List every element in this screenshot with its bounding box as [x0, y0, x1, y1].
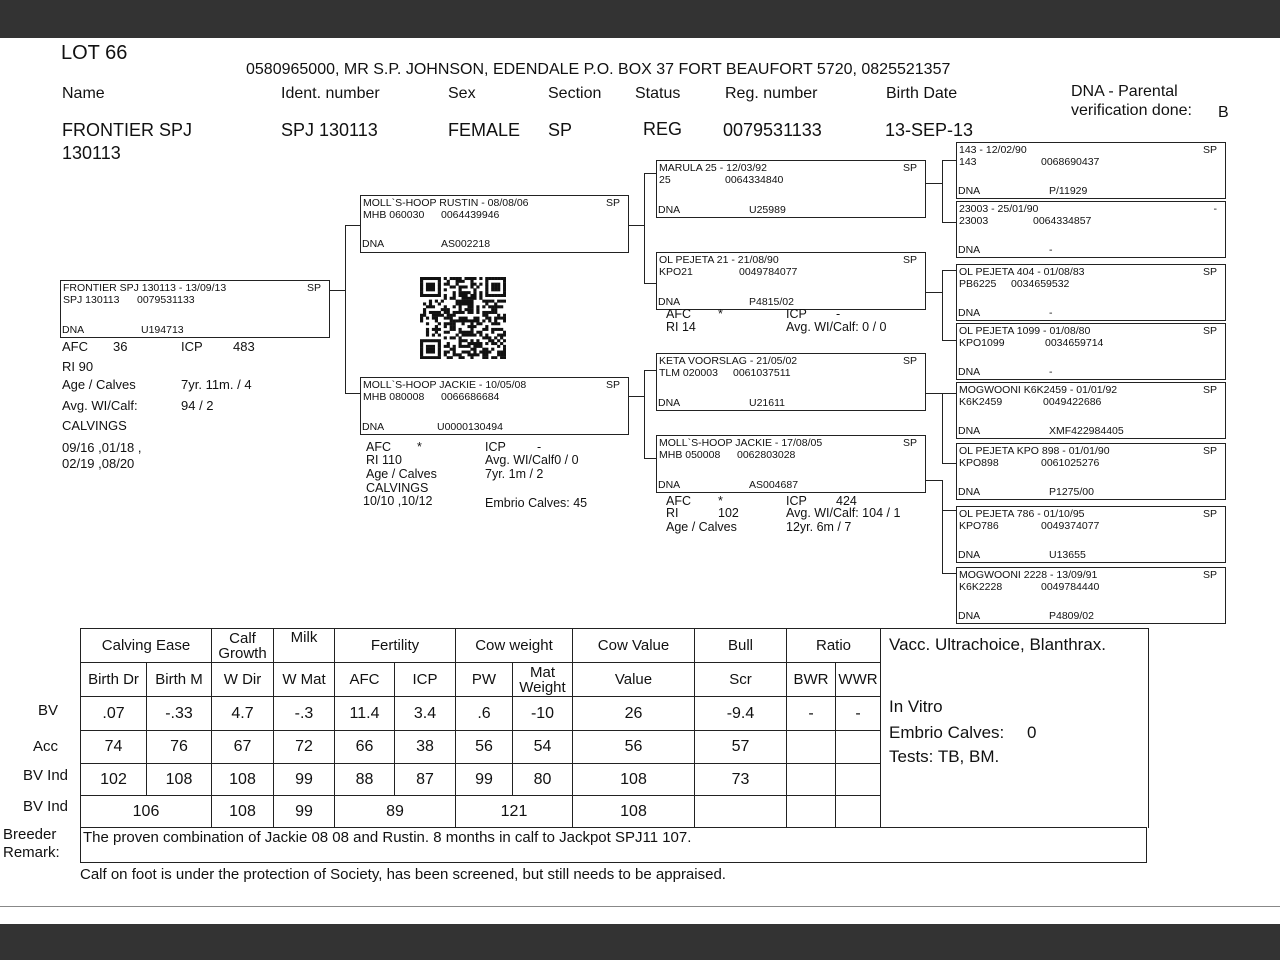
box-ident: KPO1099: [959, 337, 1005, 349]
sub-header: Mat Weight: [513, 663, 573, 697]
box-section: SP: [1202, 325, 1217, 337]
pedigree-line: [345, 225, 346, 393]
box-name: MOLL`S-HOOP JACKIE - 17/08/05: [659, 437, 823, 449]
gp4-ri-value: 102: [718, 506, 739, 520]
box-dna-value: U21611: [749, 397, 786, 409]
gp2-weight: Avg. WI/Calf: 0 / 0: [786, 320, 887, 334]
box-reg: 0061037511: [733, 367, 791, 379]
header-birth: Birth Date: [886, 85, 958, 102]
box-dna-label: DNA: [958, 307, 981, 319]
footer-note: Calf on foot is under the protection of Society, has been screened, but still needs to be appraised.: [80, 866, 726, 883]
bv-cell: .07: [81, 697, 147, 731]
box-reg: 0068690437: [1041, 156, 1100, 168]
box-ident: K6K2459: [959, 396, 1003, 408]
group-milk: Milk: [274, 629, 335, 663]
box-dna-label: DNA: [958, 185, 981, 197]
pedigree-box-self[interactable]: [60, 280, 330, 338]
pedigree-line: [942, 270, 956, 271]
box-dna-label: DNA: [958, 244, 981, 256]
bv-ind-cell: 73: [695, 764, 787, 796]
breeder-remark-label-2: Remark:: [3, 844, 60, 861]
pedigree-box-grandparent[interactable]: [656, 435, 926, 493]
pedigree-box-great-grandparent[interactable]: [956, 201, 1226, 258]
sub-header: W Dir: [212, 663, 274, 697]
pedigree-line: [942, 573, 956, 574]
gp4-afc-label: AFC: [666, 494, 691, 508]
box-reg: 0064439946: [441, 209, 500, 221]
box-reg: 0049422686: [1043, 396, 1102, 408]
bv-ind-cell: 108: [147, 764, 212, 796]
box-ident: KPO786: [959, 520, 999, 532]
box-name: OL PEJETA 404 - 01/08/83: [959, 266, 1085, 278]
pedigree-box-sire[interactable]: [360, 195, 629, 253]
bv-cell: .6: [456, 697, 513, 731]
sub-header: WWR: [836, 663, 881, 697]
pedigree-line: [942, 463, 956, 464]
acc-cell: 67: [212, 731, 274, 764]
gp4-weight: Avg. WI/Calf: 104 / 1: [786, 506, 901, 520]
self-calvings-line1: 09/16 ,01/18 ,: [62, 440, 142, 455]
box-reg: 0049784440: [1041, 581, 1100, 593]
gp2-afc-label: AFC: [666, 307, 691, 321]
bv-cell: -: [836, 697, 881, 731]
box-section: SP: [605, 379, 620, 391]
gp4-icp-label: ICP: [786, 494, 807, 508]
self-calvings-label: CALVINGS: [62, 418, 127, 433]
self-afc-label: AFC: [62, 339, 88, 354]
sub-header: BWR: [787, 663, 836, 697]
box-dna-value: P4815/02: [749, 296, 794, 308]
dna-verification-value: B: [1218, 104, 1229, 121]
box-ident: K6K2228: [959, 581, 1003, 593]
gp2-ri: RI 14: [666, 320, 696, 334]
dam-icp-value: -: [537, 440, 542, 454]
right-panel-bottom: [881, 722, 1149, 828]
sub-header: Scr: [695, 663, 787, 697]
gp4-ri-label: RI: [666, 506, 679, 520]
box-section: SP: [306, 282, 321, 294]
acc-cell: 56: [456, 731, 513, 764]
row-label-acc: Acc: [32, 738, 58, 755]
box-ident: 23003: [959, 215, 989, 227]
sub-header: Birth M: [147, 663, 212, 697]
box-ident: KPO21: [659, 266, 693, 278]
header-dna-2: verification done:: [1071, 102, 1192, 119]
box-reg: 0049374077: [1041, 520, 1100, 532]
box-dna-label: DNA: [958, 610, 981, 622]
box-name: MOLL`S-HOOP RUSTIN - 08/08/06: [363, 197, 529, 209]
box-name: KETA VOORSLAG - 21/05/02: [659, 355, 798, 367]
bv-cell: 3.4: [395, 697, 456, 731]
box-dna-label: DNA: [658, 479, 681, 491]
header-section: Section: [548, 85, 602, 102]
dam-age-label: Age / Calves: [366, 467, 437, 481]
embrio-calves-label: Embrio Calves:: [889, 722, 1005, 742]
header-name: Name: [62, 85, 105, 102]
pedigree-line: [329, 290, 345, 291]
box-dna-value: U13655: [1049, 549, 1086, 561]
box-reg: 0064334857: [1033, 215, 1092, 227]
box-dna-label: DNA: [958, 549, 981, 561]
box-reg: 0066686684: [441, 391, 500, 403]
pedigree-line: [942, 160, 943, 222]
right-panel-top: [881, 629, 1149, 731]
in-vitro-text: In Vitro: [889, 697, 943, 716]
header-ident: Ident. number: [281, 85, 380, 102]
bv-ind-cell: 88: [335, 764, 395, 796]
box-dna-value: U0000130494: [437, 421, 503, 433]
header-dna-1: DNA - Parental: [1071, 83, 1178, 100]
box-section: SP: [1202, 384, 1217, 396]
box-name: OL PEJETA KPO 898 - 01/01/90: [959, 445, 1110, 457]
bv-ind-cell: 87: [395, 764, 456, 796]
bv-ind-group-cell: 108: [212, 796, 274, 828]
sub-header: PW: [456, 663, 513, 697]
box-dna-value: AS004687: [749, 479, 799, 491]
pedigree-line: [942, 270, 943, 340]
dam-icp-label: ICP: [485, 440, 506, 454]
dam-embrio-calves: Embrio Calves: 45: [485, 496, 588, 510]
sub-header: Birth Dr: [81, 663, 147, 697]
box-dna-value: P1275/00: [1049, 486, 1094, 498]
self-ri: RI 90: [62, 359, 94, 374]
pedigree-box-great-grandparent[interactable]: [956, 323, 1226, 380]
breeder-remark-label-1: Breeder: [3, 826, 57, 843]
divider: [0, 906, 1280, 907]
box-name: OL PEJETA 1099 - 01/08/80: [959, 325, 1091, 337]
acc-cell: 76: [147, 731, 212, 764]
acc-cell: 56: [573, 731, 695, 764]
pedigree-line: [925, 183, 942, 184]
group-cow-weight: Cow weight: [456, 629, 573, 663]
acc-cell: 74: [81, 731, 147, 764]
box-dna-label: DNA: [958, 366, 981, 378]
pedigree-box-great-grandparent[interactable]: [956, 506, 1226, 563]
bv-cell: -.3: [274, 697, 335, 731]
box-name: 143 - 12/02/90: [959, 144, 1027, 156]
acc-cell: 54: [513, 731, 573, 764]
box-ident: MHB 080008: [363, 391, 425, 403]
box-section: SP: [902, 254, 917, 266]
dam-afc-value: *: [417, 440, 422, 454]
qr-code-icon: [420, 277, 506, 359]
self-weight-label: Avg. WI/Calf:: [62, 398, 138, 413]
box-dna-label: DNA: [62, 324, 85, 336]
gp4-icp-value: 424: [836, 494, 857, 508]
animal-name-line1: FRONTIER SPJ: [62, 120, 193, 140]
sub-header: ICP: [395, 663, 456, 697]
box-section: SP: [1202, 508, 1217, 520]
pedigree-line: [644, 370, 645, 458]
pedigree-line: [942, 160, 956, 161]
bv-ind-cell: [836, 764, 881, 796]
gp4-age-value: 12yr. 6m / 7: [786, 520, 852, 534]
box-name: MARULA 25 - 12/03/92: [659, 162, 767, 174]
box-reg: 0062803028: [737, 449, 796, 461]
empty-cell: [695, 796, 787, 828]
sub-header: W Mat: [274, 663, 335, 697]
group-ratio: Ratio: [787, 629, 881, 663]
breeding-values-table: [80, 628, 1149, 828]
box-section: SP: [902, 162, 917, 174]
pedigree-line: [942, 480, 943, 573]
animal-status: REG: [643, 119, 683, 139]
pedigree-line: [628, 225, 644, 226]
bv-ind-cell: 80: [513, 764, 573, 796]
gp2-afc-value: *: [718, 307, 723, 321]
pedigree-box-great-grandparent[interactable]: [956, 142, 1226, 199]
bv-ind-group-cell: 108: [573, 796, 695, 828]
bv-ind-cell: [787, 764, 836, 796]
pedigree-line: [925, 480, 942, 481]
pedigree-box-grandparent[interactable]: [656, 160, 926, 218]
bv-cell: -.33: [147, 697, 212, 731]
box-section: -: [1213, 203, 1217, 215]
self-afc-value: 36: [113, 339, 128, 354]
box-dna-value: -: [1049, 244, 1053, 256]
dam-ri: RI 110: [366, 453, 402, 467]
pedigree-box-great-grandparent[interactable]: [956, 264, 1226, 321]
box-name: MOGWOONI 2228 - 13/09/91: [959, 569, 1098, 581]
bv-ind-group-cell: 106: [81, 796, 212, 828]
sub-header: Value: [573, 663, 695, 697]
pedigree-line: [644, 173, 645, 283]
box-ident: 143: [959, 156, 977, 168]
box-reg: 0079531133: [137, 294, 195, 306]
box-reg: 0049784077: [739, 266, 798, 278]
box-reg: 0064334840: [725, 174, 784, 186]
group-calving-ease: Calving Ease: [81, 629, 212, 663]
box-ident: MHB 050008: [659, 449, 721, 461]
bv-cell: -9.4: [695, 697, 787, 731]
table-row: [81, 731, 1149, 764]
empty-cell: [836, 796, 881, 828]
breeder-remark: The proven combination of Jackie 08 08 and Rustin. 8 months in calf to Jackpot SPJ11 107.: [80, 827, 1147, 863]
acc-cell: [836, 731, 881, 764]
sub-header: AFC: [335, 663, 395, 697]
pedigree-line: [925, 393, 942, 394]
box-name: OL PEJETA 786 - 01/10/95: [959, 508, 1085, 520]
self-age-label: Age / Calves: [62, 377, 136, 392]
box-dna-label: DNA: [958, 425, 981, 437]
pedigree-box-great-grandparent[interactable]: [956, 567, 1226, 624]
bv-cell: 4.7: [212, 697, 274, 731]
box-dna-value: U25989: [749, 204, 786, 216]
pedigree-line: [942, 340, 956, 341]
top-bar: [0, 0, 1280, 38]
self-weight-value: 94 / 2: [181, 398, 214, 413]
dam-calvings-label: CALVINGS: [366, 481, 429, 495]
box-section: SP: [1202, 266, 1217, 278]
box-name: 23003 - 25/01/90: [959, 203, 1039, 215]
animal-reg: 0079531133: [723, 120, 822, 140]
animal-section: SP: [548, 120, 573, 140]
bv-cell: -: [787, 697, 836, 731]
box-dna-value: AS002218: [441, 238, 491, 250]
bv-ind-cell: 99: [456, 764, 513, 796]
box-dna-value: P4809/02: [1049, 610, 1094, 622]
pedigree-box-grandparent[interactable]: [656, 252, 926, 310]
box-section: SP: [1202, 569, 1217, 581]
box-reg: 0034659532: [1011, 278, 1070, 290]
acc-cell: 38: [395, 731, 456, 764]
gp4-age-label: Age / Calves: [666, 520, 737, 534]
header-sex: Sex: [448, 85, 476, 102]
box-name: MOLL`S-HOOP JACKIE - 10/05/08: [363, 379, 527, 391]
row-label-bv: BV: [37, 702, 58, 719]
pedigree-line: [942, 393, 956, 394]
pedigree-box-great-grandparent[interactable]: [956, 382, 1226, 439]
self-calvings-line2: 02/19 ,08/20: [62, 456, 135, 471]
animal-ident: SPJ 130113: [281, 120, 378, 140]
box-ident: KPO898: [959, 457, 999, 469]
box-section: SP: [605, 197, 620, 209]
bv-ind-cell: 108: [212, 764, 274, 796]
owner-details: 0580965000, MR S.P. JOHNSON, EDENDALE P.O. BOX 37 FORT BEAUFORT 5720, 0825521357: [246, 61, 951, 78]
bv-ind-group-cell: 99: [274, 796, 335, 828]
box-dna-value: P/11929: [1049, 185, 1088, 197]
self-age-value: 7yr. 11m. / 4: [181, 377, 252, 392]
gp2-icp-value: -: [836, 307, 841, 321]
dam-age-value: 7yr. 1m / 2: [485, 467, 544, 481]
embrio-calves-value: 0: [1027, 722, 1037, 742]
empty-cell: [787, 796, 836, 828]
box-reg: 0034659714: [1045, 337, 1104, 349]
box-name: OL PEJETA 21 - 21/08/90: [659, 254, 779, 266]
box-ident: 25: [659, 174, 671, 186]
tests-text: Tests: TB, BM.: [889, 746, 1000, 766]
group-cow-value: Cow Value: [573, 629, 695, 663]
row-label-bv-ind-2: BV Ind: [22, 798, 68, 815]
box-ident: PB6225: [959, 278, 997, 290]
animal-birth-date: 13-SEP-13: [885, 120, 974, 140]
dam-afc-label: AFC: [366, 440, 391, 454]
box-dna-label: DNA: [362, 421, 385, 433]
bv-ind-group-cell: 89: [335, 796, 456, 828]
self-icp-label: ICP: [181, 339, 203, 354]
box-ident: SPJ 130113: [63, 294, 120, 306]
acc-cell: 72: [274, 731, 335, 764]
bv-ind-cell: 99: [274, 764, 335, 796]
lot-number: LOT 66: [61, 42, 128, 64]
box-dna-value: U194713: [141, 324, 184, 336]
box-section: SP: [902, 437, 917, 449]
pedigree-line: [345, 225, 360, 226]
pedigree-line: [925, 292, 942, 293]
gp2-icp-label: ICP: [786, 307, 807, 321]
acc-cell: [787, 731, 836, 764]
dam-calvings-value: 10/10 ,10/12: [363, 494, 433, 508]
gp4-afc-value: *: [718, 494, 723, 508]
box-dna-label: DNA: [658, 397, 681, 409]
box-dna-label: DNA: [658, 296, 681, 308]
pedigree-box-great-grandparent[interactable]: [956, 443, 1226, 500]
box-ident: MHB 060030: [363, 209, 425, 221]
pedigree-line: [942, 510, 956, 511]
bv-cell: -10: [513, 697, 573, 731]
header-status: Status: [635, 85, 681, 102]
box-section: SP: [1202, 445, 1217, 457]
box-dna-value: -: [1049, 307, 1053, 319]
box-ident: TLM 020003: [659, 367, 718, 379]
animal-sex: FEMALE: [448, 120, 521, 140]
acc-cell: 57: [695, 731, 787, 764]
pedigree-line: [628, 396, 644, 397]
box-dna-value: -: [1049, 366, 1053, 378]
bottom-bar: [0, 924, 1280, 960]
pedigree-box-dam[interactable]: [360, 377, 629, 435]
vaccination-text: Vacc. Ultrachoice, Blanthrax.: [889, 635, 1106, 654]
row-label-bv-ind: BV Ind: [22, 767, 68, 784]
self-icp-value: 483: [233, 339, 255, 354]
pedigree-line: [345, 393, 360, 394]
header-reg: Reg. number: [725, 85, 818, 102]
bv-ind-cell: 102: [81, 764, 147, 796]
box-section: SP: [1202, 144, 1217, 156]
box-dna-label: DNA: [958, 486, 981, 498]
box-reg: 0061025276: [1041, 457, 1100, 469]
group-bull: Bull: [695, 629, 787, 663]
box-name: MOGWOONI K6K2459 - 01/01/92: [959, 384, 1118, 396]
bv-cell: 11.4: [335, 697, 395, 731]
group-calf-growth: Calf Growth: [212, 629, 274, 663]
pedigree-line: [942, 393, 943, 463]
bv-cell: 26: [573, 697, 695, 731]
box-section: SP: [902, 355, 917, 367]
pedigree-line: [942, 222, 956, 223]
box-dna-label: DNA: [362, 238, 385, 250]
bv-ind-cell: 108: [573, 764, 695, 796]
acc-cell: 66: [335, 731, 395, 764]
box-name: FRONTIER SPJ 130113 - 13/09/13: [63, 282, 227, 294]
box-dna-label: DNA: [658, 204, 681, 216]
group-fertility: Fertility: [335, 629, 456, 663]
bv-ind-group-cell: 121: [456, 796, 573, 828]
box-dna-value: XMF422984405: [1049, 425, 1124, 437]
dam-weight: Avg. WI/Calf0 / 0: [485, 453, 579, 467]
animal-name-line2: 130113: [62, 143, 121, 163]
pedigree-box-grandparent[interactable]: [656, 353, 926, 411]
